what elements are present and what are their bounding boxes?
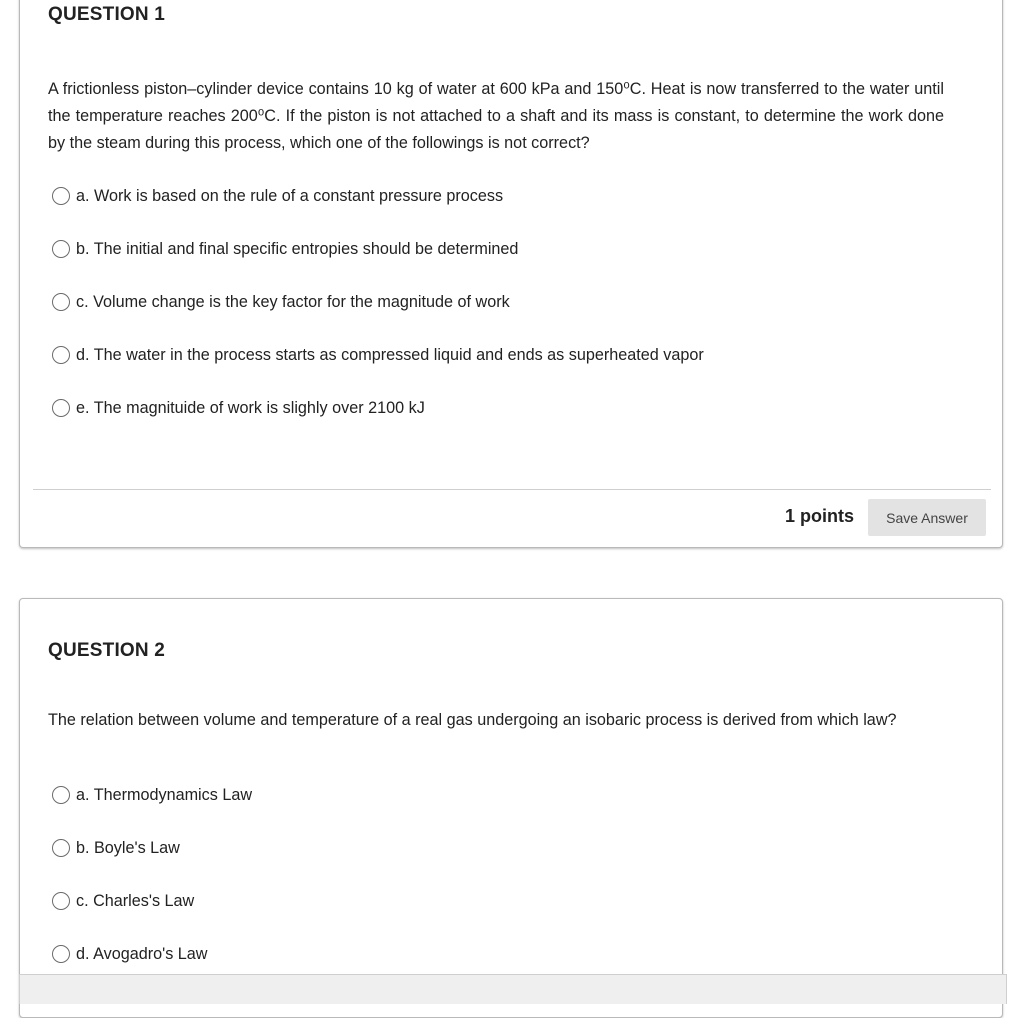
choice-label: a. Thermodynamics Law — [76, 785, 253, 804]
radio-button[interactable] — [52, 240, 70, 258]
choice-label: d. The water in the process starts as compressed liquid and ends as superheated vapor — [76, 345, 704, 364]
radio-button[interactable] — [52, 346, 70, 364]
question-1-text: A frictionless piston–cylinder device contains 10 kg of water at 600 kPa and 150⁰C. Heat is now transferred to the water until the temperature reaches 200⁰C. If the piston is not attached to a shaft and its mass is constant, to determine the work done by the steam during this process, which one of the followings is not correct? — [48, 80, 944, 152]
save-answer-button[interactable]: Save Answer — [868, 499, 986, 536]
bottom-submit-bar — [19, 974, 1007, 1004]
question-1-choice-b[interactable] — [52, 237, 518, 261]
radio-button[interactable] — [52, 892, 70, 910]
question-2-choice-c[interactable] — [52, 889, 194, 913]
question-1-choice-d[interactable] — [52, 343, 704, 367]
question-2-title: QUESTION 2 — [48, 640, 166, 661]
radio-button[interactable] — [52, 786, 70, 804]
question-1-title: QUESTION 1 — [48, 4, 166, 25]
question-1-choice-a[interactable] — [52, 184, 503, 208]
radio-button[interactable] — [52, 399, 70, 417]
question-1-card — [19, 0, 1003, 548]
divider — [33, 489, 991, 490]
choice-label: a. Work is based on the rule of a constant pressure process — [76, 186, 504, 205]
choice-label: c. Charles's Law — [76, 891, 195, 910]
radio-button[interactable] — [52, 839, 70, 857]
choice-label: b. The initial and final specific entropies should be determined — [76, 239, 519, 258]
radio-button[interactable] — [52, 945, 70, 963]
question-2-choice-b[interactable] — [52, 836, 180, 860]
radio-button[interactable] — [52, 187, 70, 205]
choice-label: e. The magnituide of work is slighly over 2100 kJ — [76, 398, 425, 417]
radio-button[interactable] — [52, 293, 70, 311]
question-1-choice-e[interactable] — [52, 396, 425, 420]
choice-label: d. Avogadro's Law — [76, 944, 208, 963]
question-2-choice-d[interactable] — [52, 942, 207, 966]
question-1-choice-c[interactable] — [52, 290, 510, 314]
question-2-choice-a[interactable] — [52, 783, 252, 807]
points-label: 1 points — [784, 506, 854, 526]
choice-label: c. Volume change is the key factor for the magnitude of work — [76, 292, 510, 311]
question-2-text: The relation between volume and temperature of a real gas undergoing an isobaric process is derived from which law? — [48, 711, 897, 729]
question-2-card — [19, 598, 1003, 1018]
choice-label: b. Boyle's Law — [76, 838, 180, 857]
